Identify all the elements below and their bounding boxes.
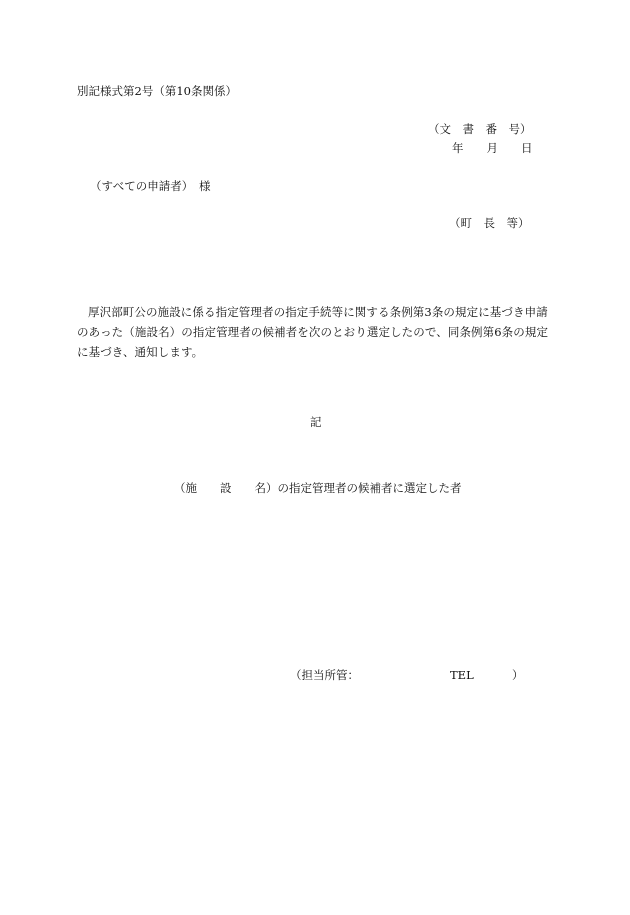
- contact-label: （担当所管：: [290, 668, 359, 682]
- contact-close: ）: [512, 668, 524, 682]
- candidate-heading: （施 設 名）の指定管理者の候補者に選定した者: [174, 481, 462, 495]
- addressee: （すべての申請者） 様: [90, 179, 211, 193]
- contact-line: [290, 668, 524, 682]
- sender: （町 長 等）: [449, 216, 530, 230]
- contact-tel: TEL: [450, 668, 474, 682]
- ki-heading: 記: [310, 415, 322, 429]
- body-paragraph: 厚沢部町公の施設に係る指定管理者の指定手続等に関する条例第3条の規定に基づき申請のあった（施設名）の指定管理者の候補者を次のとおり選定したので、同条例第6条の規定に基づき、通知します。: [77, 305, 549, 359]
- date-line: 年 月 日: [452, 141, 533, 155]
- form-number: 別記様式第2号（第10条関係）: [77, 84, 237, 98]
- document-number: （文 書 番 号）: [428, 122, 532, 136]
